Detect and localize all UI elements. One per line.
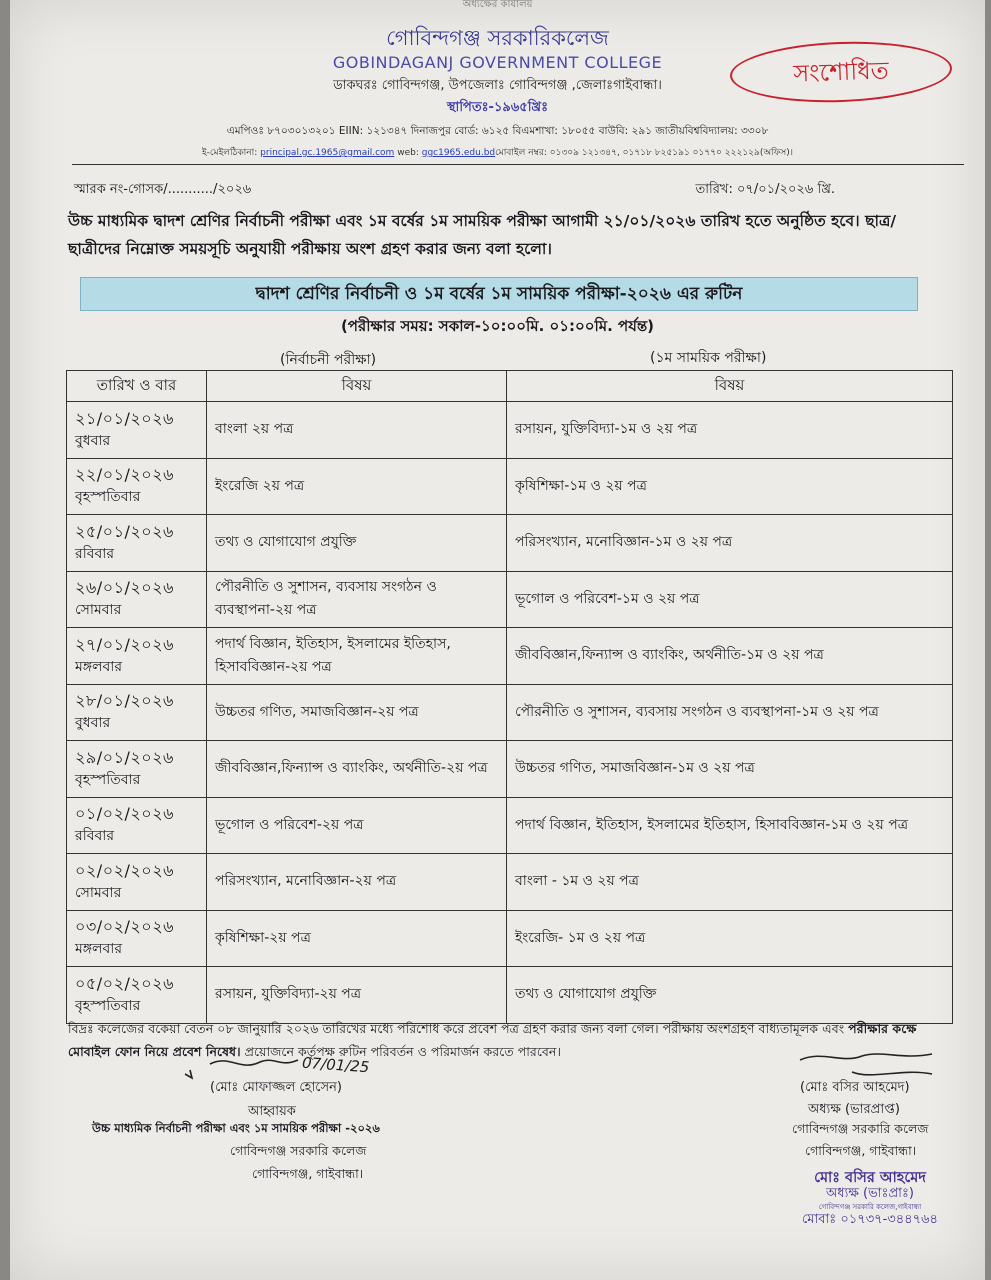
table-row [67, 628, 953, 685]
table-row [67, 910, 953, 967]
convener-signature-date: 07/01/25 [301, 1053, 370, 1077]
note-tail: প্রয়োজনে কর্তৃপক্ষ রুটিন পরিবর্তন ও পরিমার্জন করতে পারবেন। [244, 1044, 561, 1059]
term-subject-cell: ইংরেজি- ১ম ও ২য় পত্র [507, 910, 953, 967]
note-text: কলেজের বকেয়া বেতন ০৮ জানুয়ারি ২০২৬ তারিখের মধ্যে পরিশোধ করে প্রবেশ পত্র গ্রহণ করার জন্য বলা গেল। পরীক্ষায় অংশগ্রহণ বাধ্যতামূলক এবং [97, 1021, 845, 1036]
table-row [67, 741, 953, 798]
term-subject-cell: পরিসংখ্যান, মনোবিজ্ঞান-১ম ও ২য় পত্র [507, 515, 953, 572]
paper-sheet [10, 0, 985, 1280]
principal-town: গোবিন্দগঞ্জ, গাইবান্ধা। [805, 1143, 917, 1158]
column-header-date: তারিখ ও বার [67, 371, 207, 402]
routine-title: দ্বাদশ শ্রেণির নির্বাচনী ও ১ম বর্ষের ১ম সাময়িক পরীক্ষা-২০২৬ এর রুটিন [80, 277, 918, 311]
date-cell [67, 684, 207, 741]
principal-name: (মোঃ বসির আহমেদ) [800, 1080, 910, 1095]
term-subject-cell: কৃষিশিক্ষা-১ম ও ২য় পত্র [507, 458, 953, 515]
seal-role: অধ্যক্ষ (ভাঃপ্রাঃ) [826, 1186, 914, 1201]
term-subject-cell: তথ্য ও যোগাযোগ প্রযুক্তি [507, 967, 953, 1024]
term-subject-cell: জীববিজ্ঞান,ফিন্যান্স ও ব্যাংকিং, অর্থনীতি-১ম ও ২য় পত্র [507, 628, 953, 685]
date-cell [67, 628, 207, 685]
convener-town: গোবিন্দগঞ্জ, গাইবান্ধা। [252, 1166, 364, 1181]
web-label: web: [397, 148, 419, 158]
date-cell [67, 854, 207, 911]
seal-org: গোবিন্দগঞ্জ সরকারি কলেজ,গাইবান্ধা [818, 1203, 922, 1211]
exam-date: ২১/০১/২০২৬ [75, 408, 174, 428]
exam-day: রবিবার [75, 545, 115, 562]
convener-role: আহ্বায়ক [248, 1104, 296, 1119]
date-cell [67, 741, 207, 798]
convener-committee: উচ্চ মাধ্যমিক নির্বাচনী পরীক্ষা এবং ১ম সাময়িক পরীক্ষা -২০২৬ [92, 1121, 380, 1135]
test-subject-cell: পদার্থ বিজ্ঞান, ইতিহাস, ইসলামের ইতিহাস, হিসাববিজ্ঞান-২য় পত্র [207, 628, 507, 685]
exam-day: বৃহস্পতিবার [75, 771, 141, 788]
convener-name: (মোঃ মোফাজ্জল হোসেন) [210, 1080, 342, 1095]
exam-timing: (পরীক্ষার সময়: সকাল-১০:০০মি. ০১:০০মি. পর্যন্ত) [340, 317, 655, 335]
exam-date: ০২/০২/২০২৬ [75, 860, 175, 880]
test-subject-cell: তথ্য ও যোগাযোগ প্রযুক্তি [207, 515, 507, 572]
intro-paragraph: উচ্চ মাধ্যমিক দ্বাদশ শ্রেণির নির্বাচনী পরীক্ষা এবং ১ম বর্ষের ১ম সাময়িক পরীক্ষা আগামী ২১/০১/২০২৬ তারিখ হতে অনুষ্ঠিত হবে। ছাত্র/ছাত্রীদের নিম্নোক্ত সময়সূচি অনুযায়ী পরীক্ষায় অংশ গ্রহণ করার জন্য বলা হলো। [68, 212, 897, 258]
test-subject-cell: ইংরেজি ২য় পত্র [207, 458, 507, 515]
term-subject-cell: পদার্থ বিজ্ঞান, ইতিহাস, ইসলামের ইতিহাস, হিসাববিজ্ঞান-১ম ও ২য় পত্র [507, 797, 953, 854]
test-subject-cell: পরিসংখ্যান, মনোবিজ্ঞান-২য় পত্র [207, 854, 507, 911]
note-prefix: বিদ্রঃ [68, 1021, 94, 1036]
exam-day: মঙ্গলবার [75, 658, 123, 675]
exam-date: ২৮/০১/২০২৬ [75, 691, 174, 711]
exam-date: ২৬/০১/২০২৬ [75, 578, 174, 598]
established-year: স্থাপিতঃ-১৯৬৫খ্রিঃ [446, 100, 549, 115]
website-link[interactable]: ggc1965.edu.bd [421, 148, 496, 158]
revised-stamp: সংশোধিত [729, 38, 953, 106]
exam-day: বৃহস্পতিবার [75, 489, 141, 506]
table-header-row [67, 371, 953, 402]
exam-day: সোমবার [75, 602, 122, 619]
table-row [67, 402, 953, 459]
term-subject-cell: ভূগোল ও পরিবেশ-১ম ও ২য় পত্র [507, 571, 953, 628]
institution-codes: এমপিওঃ ৮৭০৩০১৩২০১ EIIN: ১২১৩৪৭ দিনাজপুর বোর্ড: ৬১২৫ বিএমশাখা: ১৮০৫৫ বাউবি: ২৯১ জাতীয়বিশ্ববিদ্যালয়: ৩৩০৮ [226, 125, 769, 137]
principal-seal [780, 1170, 960, 1234]
table-body [67, 402, 953, 1024]
exam-date: ২৯/০১/২০২৬ [75, 747, 174, 767]
table-row [67, 967, 953, 1024]
exam-date: ২৫/০১/২০২৬ [75, 521, 174, 541]
test-subject-cell: রসায়ন, যুক্তিবিদ্যা-২য় পত্র [207, 967, 507, 1024]
email-link[interactable]: principal.gc.1965@gmail.com [260, 148, 395, 158]
test-subject-cell: পৌরনীতি ও সুশাসন, ব্যবসায় সংগঠন ও ব্যবস্থাপনা-২য় পত্র [207, 571, 507, 628]
exam-date: ০১/০২/২০২৬ [75, 804, 174, 824]
memo-date: তারিখ: ০৭/০১/২০২৬ খ্রি. [695, 182, 835, 197]
header-divider [72, 164, 964, 165]
routine-table [66, 370, 953, 1024]
seal-phone: মোবাঃ ০১৭৩৭-৩৪৪৭৬৪ [802, 1212, 938, 1227]
exam-day: বৃহস্পতিবার [75, 997, 141, 1014]
table-row [67, 854, 953, 911]
test-subject-cell: উচ্চতর গণিত, সমাজবিজ্ঞান-২য় পত্র [207, 684, 507, 741]
test-subject-cell: কৃষিশিক্ষা-২য় পত্র [207, 910, 507, 967]
note-bold-warning: পরীক্ষার কক্ষে মোবাইল ফোন নিয়ে প্রবেশ নিষেধ। [68, 1021, 917, 1059]
table-row [67, 515, 953, 572]
test-subject-cell: বাংলা ২য় পত্র [207, 402, 507, 459]
table-row [67, 458, 953, 515]
contact-line [10, 145, 985, 160]
test-exam-heading: (নির্বাচনী পরীক্ষা) [280, 352, 377, 368]
seal-name: মোঃ বসির আহমেদ [814, 1170, 926, 1186]
date-cell [67, 571, 207, 628]
term-subject-cell: বাংলা - ১ম ও ২য় পত্র [507, 854, 953, 911]
term-subject-cell: রসায়ন, যুক্তিবিদ্যা-১ম ও ২য় পত্র [507, 402, 953, 459]
college-name-bn: গোবিন্দগঞ্জ সরকারিকলেজ [386, 26, 609, 50]
principal-college: গোবিন্দগঞ্জ সরকারি কলেজ [792, 1121, 929, 1136]
phone-numbers: মোবাইল নম্বর: ০১৩০৯ ১২১৩৪৭, ০১৭১৮ ৮২৫১৯১ ০১৭৭০ ২২২১২৯(অফিস)। [495, 148, 793, 158]
table-row [67, 797, 953, 854]
table-row [67, 684, 953, 741]
table-row [67, 571, 953, 628]
office-label: অধ্যক্ষের কার্যালয় [462, 0, 533, 10]
exam-day: মঙ্গলবার [75, 941, 123, 958]
exam-day: রবিবার [75, 828, 115, 845]
test-subject-cell: ভূগোল ও পরিবেশ-২য় পত্র [207, 797, 507, 854]
exam-day: বুধবার [75, 715, 111, 732]
term-exam-heading: (১ম সাময়িক পরীক্ষা) [650, 350, 767, 366]
term-subject-cell: উচ্চতর গণিত, সমাজবিজ্ঞান-১ম ও ২য় পত্র [507, 741, 953, 798]
exam-date: ০৫/০২/২০২৬ [75, 973, 174, 993]
column-header-term-subject: বিষয় [507, 371, 953, 402]
exam-day: সোমবার [75, 884, 122, 901]
email-label: ই-মেইলঠিকানা: [202, 148, 258, 158]
column-header-test-subject: বিষয় [207, 371, 507, 402]
date-cell [67, 910, 207, 967]
exam-day: বুধবার [75, 432, 111, 449]
college-name-en: GOBINDAGANJ GOVERNMENT COLLEGE [332, 53, 663, 72]
exam-date: ২৭/০১/২০২৬ [75, 634, 174, 654]
college-address: ডাকঘরঃ গোবিন্দগঞ্জ, উপজেলাঃ গোবিন্দগঞ্জ ,জেলাঃগাইবান্ধা। [333, 78, 662, 93]
memo-reference: স্মারক নং-গোসক/.........../২০২৬ [74, 182, 252, 197]
date-cell [67, 402, 207, 459]
date-cell [67, 797, 207, 854]
exam-date: ২২/০১/২০২৬ [75, 465, 174, 485]
exam-date: ০৩/০২/২০২৬ [75, 917, 175, 937]
convener-college: গোবিন্দগঞ্জ সরকারি কলেজ [230, 1143, 367, 1158]
term-subject-cell: পৌরনীতি ও সুশাসন, ব্যবসায় সংগঠন ও ব্যবস্থাপনা-১ম ও ২য় পত্র [507, 684, 953, 741]
date-cell [67, 515, 207, 572]
date-cell [67, 967, 207, 1024]
test-subject-cell: জীববিজ্ঞান,ফিন্যান্স ও ব্যাংকিং, অর্থনীতি-২য় পত্র [207, 741, 507, 798]
principal-role: অধ্যক্ষ (ভারপ্রাপ্ত) [808, 1102, 900, 1117]
date-cell [67, 458, 207, 515]
